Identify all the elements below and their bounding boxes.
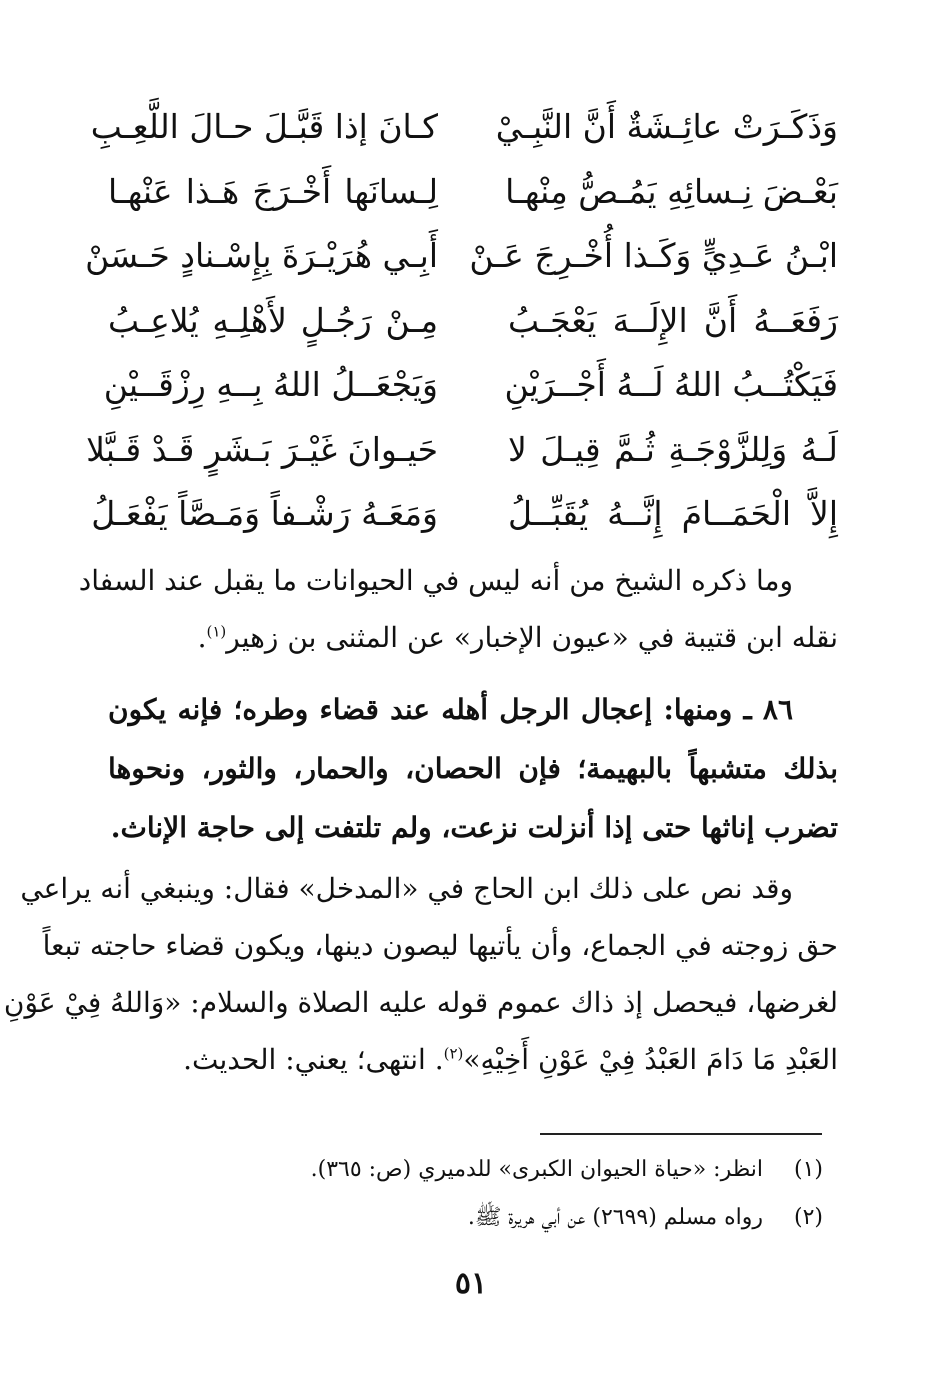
verse-second-hemistich: وَيَجْعَــلُ اللهُ بِــهِ رِزْقَــيْنِ bbox=[103, 365, 438, 405]
footnote-divider bbox=[540, 1133, 822, 1135]
verse-second-hemistich: حَيـوانَ غَيْـرَ بَـشَرٍ قَـدْ قَـبَّلا bbox=[86, 429, 438, 469]
paragraph-line bbox=[108, 609, 838, 666]
paragraph-section-86 bbox=[108, 680, 838, 857]
verse-first-hemistich: لَـهُ وَلِلزَّوْجَـةِ ثُـمَّ قِيـلَ لا bbox=[508, 429, 838, 469]
footnote-item bbox=[108, 1146, 823, 1194]
footnote-text: انظر: «حياة الحيوان الكبرى» للدميري (ص: ٣٦٥). bbox=[310, 1157, 763, 1182]
line-text: . bbox=[197, 621, 207, 654]
footnote-text: رواه مسلم (٢٦٩٩) عن أبي هريرة ﷺ. bbox=[467, 1205, 763, 1230]
verse-second-hemistich: كـانَ إذا قَبَّـلَ حـالَ اللَّعِـبِ bbox=[90, 107, 438, 147]
paragraph-line: ٨٦ ـ ومنها: إعجال الرجل أهله عند قضاء وطره؛ فإنه يكون bbox=[108, 693, 793, 726]
page-number: ٥١ bbox=[454, 1266, 488, 1301]
verse-second-hemistich: أَبِـي هُرَيْـرَةَ بِإِسْـنادٍ حَـسَنْ bbox=[85, 236, 438, 276]
paragraph-line: وقد نص على ذلك ابن الحاج في «المدخل» فقال: وينبغي أنه يراعي bbox=[20, 872, 793, 905]
paragraph-line: حق زوجته في الجماع، وأن يأتيها ليصون دينها، ويكون قضاء حاجته تبعاً bbox=[42, 929, 838, 962]
verse-line bbox=[103, 353, 838, 418]
verse-second-hemistich: مِـنْ رَجُـلٍ لأَهْلِـهِ يُلاعِـبُ bbox=[108, 300, 438, 340]
footnote-marker: (٢) bbox=[443, 1044, 464, 1063]
footnotes bbox=[108, 1146, 823, 1242]
verse-line bbox=[90, 95, 838, 160]
footnote-number: (١) bbox=[793, 1157, 823, 1182]
footnote-number: (٢) bbox=[793, 1205, 823, 1230]
verse-first-hemistich: ابْـنُ عَـدِيٍّ وَكَـذا أُخْـرِجَ عَـنْ bbox=[469, 236, 838, 276]
poem-block bbox=[85, 95, 838, 547]
verse-line bbox=[91, 482, 838, 547]
paragraph-line: لغرضها، فيحصل إذ ذاك عموم قوله عليه الصلاة والسلام: «وَاللهُ فِيْ عَوْنِ bbox=[3, 986, 838, 1019]
verse-first-hemistich: إِلاَّ الْحَمَــامَ إِنَّــهُ يُقَبِّــلُ bbox=[508, 494, 838, 534]
verse-first-hemistich: فَيَكْتُــبُ اللهُ لَــهُ أَجْــرَيْنِ bbox=[504, 365, 838, 405]
paragraph-commentary bbox=[78, 552, 838, 666]
paragraph-line bbox=[108, 1031, 838, 1088]
footnote-marker: (١) bbox=[206, 622, 227, 641]
verse-second-hemistich: وَمَعَـهُ رَشْـفاً وَمَـصَّاً يَفْعَـلُ bbox=[91, 494, 438, 534]
paragraph-line: تضرب إناثها حتى إذا أنزلت نزعت، ولم تلتفت إلى حاجة الإناث. bbox=[110, 811, 838, 844]
line-text: . انتهى؛ يعني: الحديث. bbox=[183, 1043, 444, 1076]
line-text: العَبْدِ مَا دَامَ العَبْدُ فِيْ عَوْنِ أَخِيْهِ» bbox=[463, 1043, 838, 1076]
verse-first-hemistich: وَذَكَـرَتْ عائِـشَةٌ أَنَّ النَّبِـيْ bbox=[495, 107, 838, 147]
paragraph-quotation bbox=[3, 860, 838, 1088]
verse-second-hemistich: لِـسانَها أَخْـرَجَ هَـذا عَنْهـا bbox=[108, 171, 438, 211]
verse-line bbox=[85, 224, 838, 289]
verse-line bbox=[108, 289, 838, 354]
verse-line bbox=[108, 160, 838, 225]
verse-first-hemistich: بَعْـضَ نِـسائِهِ يَمُـصُّ مِنْهـا bbox=[505, 171, 838, 211]
paragraph-line: بذلك متشبهاً بالبهيمة؛ فإن الحصان، والحمار، والثور، ونحوها bbox=[108, 752, 838, 785]
footnote-item bbox=[108, 1194, 823, 1242]
line-text: نقله ابن قتيبة في «عيون الإخبار» عن المثنى بن زهير bbox=[226, 621, 838, 654]
paragraph-line: وما ذكره الشيخ من أنه ليس في الحيوانات ما يقبل عند السفاد bbox=[78, 564, 793, 597]
verse-first-hemistich: رَفَعَــهُ أَنَّ الإِلَــهَ يَعْجَـبُ bbox=[508, 300, 838, 340]
verse-line bbox=[86, 418, 838, 483]
